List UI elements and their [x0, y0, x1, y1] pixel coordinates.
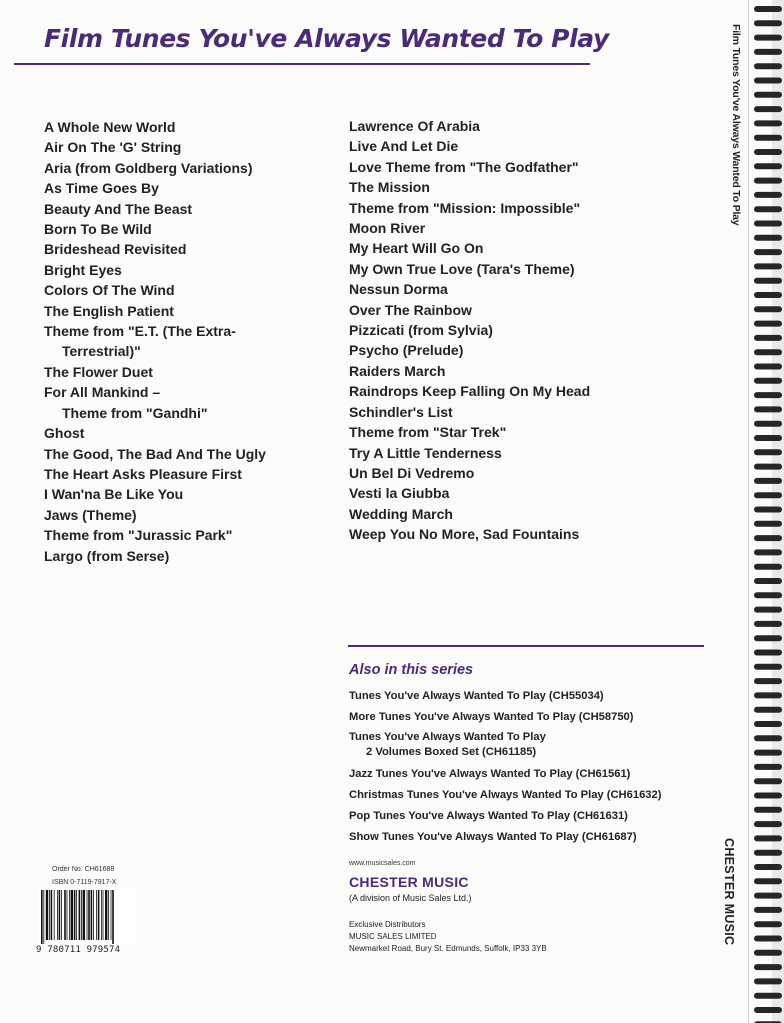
binding-ring — [754, 163, 782, 169]
barcode-bar — [46, 890, 48, 940]
binding-ring — [754, 221, 782, 227]
barcode-bar — [88, 890, 90, 940]
binding-ring — [754, 821, 782, 827]
binding-ring — [754, 106, 782, 112]
binding-ring — [754, 206, 782, 212]
publisher-name: CHESTER MUSIC — [349, 874, 469, 890]
binding-ring — [754, 292, 782, 298]
fold-line — [748, 0, 749, 1023]
series-item — [349, 728, 661, 764]
binding-ring — [754, 435, 782, 441]
binding-ring — [754, 149, 782, 155]
song-item: Colors Of The Wind — [44, 282, 175, 299]
binding-ring — [754, 20, 782, 26]
song-item: For All Mankind – — [44, 384, 161, 401]
binding-ring — [754, 492, 782, 498]
binding-ring — [754, 936, 782, 942]
series-item: Pop Tunes You've Always Wanted To Play (CH61631) — [349, 810, 628, 822]
song-item: Aria (from Goldberg Variations) — [44, 159, 253, 176]
binding-ring — [754, 993, 782, 999]
binding-ring — [754, 378, 782, 384]
barcode-number: 9 780711 979574 — [36, 945, 121, 955]
binding-ring — [754, 735, 782, 741]
series-heading: Also in this series — [349, 662, 474, 678]
song-item: Theme from "Jurassic Park" — [44, 527, 233, 544]
binding-ring — [754, 178, 782, 184]
binding-ring — [754, 835, 782, 841]
binding-ring — [754, 750, 782, 756]
song-item: Bright Eyes — [44, 261, 122, 278]
distributors-line: MUSIC SALES LIMITED — [349, 932, 437, 941]
binding-ring — [754, 78, 782, 84]
song-item: I Wan'na Be Like You — [44, 486, 184, 503]
binding-ring — [754, 678, 782, 684]
binding-ring — [754, 49, 782, 55]
barcode-bar — [43, 890, 44, 944]
binding-ring — [754, 907, 782, 913]
binding-ring — [754, 635, 782, 641]
barcode-bar — [71, 890, 73, 940]
binding-ring — [754, 507, 782, 513]
song-item-continuation: Terrestrial)" — [62, 343, 141, 360]
binding-ring — [754, 664, 782, 670]
song-item: Theme from "Star Trek" — [349, 424, 507, 441]
binding-ring — [754, 692, 782, 698]
binding-ring — [754, 893, 782, 899]
song-list-left — [44, 117, 266, 566]
binding-ring — [754, 650, 782, 656]
binding-ring — [754, 564, 782, 570]
barcode-bar — [93, 890, 94, 940]
binding-ring — [754, 721, 782, 727]
barcode-meta — [52, 863, 116, 889]
barcode-bar — [96, 890, 97, 940]
barcode-bar — [91, 890, 93, 940]
song-item: Love Theme from "The Godfather" — [349, 158, 579, 175]
barcode-bar — [112, 890, 114, 944]
barcode-bar — [51, 890, 53, 940]
spine-title: Film Tunes You've Always Wanted To Play — [730, 24, 742, 226]
barcode-bar — [108, 890, 109, 940]
barcode — [38, 888, 136, 944]
song-item: Jaws (Theme) — [44, 506, 137, 523]
binding-ring — [754, 578, 782, 584]
binding-ring — [754, 807, 782, 813]
song-item: Vesti la Giubba — [349, 485, 450, 502]
barcode-bar — [83, 890, 85, 940]
binding-ring — [754, 878, 782, 884]
song-item: Try A Little Tenderness — [349, 444, 502, 461]
binding-ring — [754, 192, 782, 198]
binding-ring — [754, 135, 782, 141]
song-item: A Whole New World — [44, 119, 176, 135]
barcode-bar — [87, 890, 88, 940]
series-item: Show Tunes You've Always Wanted To Play (CH61687) — [349, 831, 637, 843]
binding-ring — [754, 607, 782, 613]
isbn: ISBN 0-7119-7917-X — [52, 879, 117, 886]
song-item: Theme from "E.T. (The Extra- — [44, 323, 236, 340]
binding-ring — [754, 120, 782, 126]
binding-ring — [754, 421, 782, 427]
binding-ring — [754, 764, 782, 770]
distributors-line: Newmarket Road, Bury St. Edmunds, Suffolk, IP33 3YB — [349, 944, 547, 953]
binding-ring — [754, 321, 782, 327]
binding-ring — [754, 521, 782, 527]
title-underline — [14, 63, 590, 65]
song-item: My Heart Will Go On — [349, 240, 484, 257]
binding-ring — [754, 950, 782, 956]
binding-ring — [754, 349, 782, 355]
series-list — [349, 686, 661, 848]
barcode-bar — [67, 890, 68, 940]
spiral-binding — [752, 0, 784, 1023]
binding-ring — [754, 278, 782, 284]
barcode-bars — [38, 888, 136, 944]
series-item-subtitle: 2 Volumes Boxed Set (CH61185) — [366, 746, 537, 758]
song-item: Psycho (Prelude) — [349, 342, 464, 359]
song-item: Live And Let Die — [349, 138, 459, 155]
distributors-block — [349, 919, 547, 955]
barcode-bar — [81, 890, 82, 940]
song-item: The Mission — [349, 179, 430, 196]
binding-ring — [754, 549, 782, 555]
song-item: Un Bel Di Vedremo — [349, 464, 475, 481]
barcode-bar — [57, 890, 58, 940]
barcode-bar — [59, 890, 61, 940]
series-item: More Tunes You've Always Wanted To Play (CH58750) — [349, 711, 634, 723]
barcode-bar — [79, 890, 81, 940]
binding-ring — [754, 449, 782, 455]
binding-ring — [754, 235, 782, 241]
publisher-website: www.musicsales.com — [349, 860, 416, 867]
barcode-bar — [54, 890, 55, 940]
song-item: Moon River — [349, 220, 426, 237]
song-item: Over The Rainbow — [349, 301, 472, 318]
binding-ring — [754, 364, 782, 370]
song-item: My Own True Love (Tara's Theme) — [349, 260, 575, 277]
binding-ring — [754, 778, 782, 784]
barcode-bar — [69, 890, 70, 940]
song-item: As Time Goes By — [44, 180, 159, 197]
binding-ring — [754, 63, 782, 69]
song-item: The Good, The Bad And The Ugly — [44, 445, 266, 462]
binding-rings — [752, 0, 784, 1023]
binding-ring — [754, 6, 782, 12]
binding-ring — [754, 978, 782, 984]
barcode-bar — [98, 890, 100, 940]
binding-ring — [754, 263, 782, 269]
song-item-continuation: Theme from "Gandhi" — [62, 404, 208, 421]
binding-ring — [754, 335, 782, 341]
song-item: Air On The 'G' String — [44, 139, 182, 156]
series-item-title: Tunes You've Always Wanted To Play — [349, 731, 546, 743]
binding-ring — [754, 850, 782, 856]
barcode-bar — [64, 890, 66, 940]
page-title: Film Tunes You've Always Wanted To Play — [44, 24, 609, 53]
binding-ring — [754, 464, 782, 470]
binding-ring — [754, 921, 782, 927]
spine-brand: CHESTER MUSIC — [722, 838, 736, 946]
song-item: Schindler's List — [349, 403, 453, 420]
series-divider — [348, 645, 704, 647]
binding-ring — [754, 35, 782, 41]
binding-ring — [754, 621, 782, 627]
song-item: Nessun Dorma — [349, 281, 448, 298]
song-item: Brideshead Revisited — [44, 241, 187, 258]
binding-ring — [754, 478, 782, 484]
binding-ring — [754, 1007, 782, 1013]
binding-ring — [754, 592, 782, 598]
song-item: Lawrence Of Arabia — [349, 118, 480, 134]
publisher-division: (A division of Music Sales Ltd.) — [349, 893, 472, 903]
song-item: Raindrops Keep Falling On My Head — [349, 383, 591, 400]
song-item: Ghost — [44, 425, 85, 442]
spine-brand-block — [722, 838, 744, 963]
barcode-bar — [41, 890, 43, 944]
binding-ring — [754, 249, 782, 255]
barcode-bar — [61, 890, 62, 940]
barcode-bar — [49, 890, 50, 940]
song-item: Pizzicati (from Sylvia) — [349, 322, 493, 339]
binding-ring — [754, 964, 782, 970]
song-item: Weep You No More, Sad Fountains — [349, 526, 580, 543]
barcode-bar — [101, 890, 102, 940]
binding-ring — [754, 535, 782, 541]
series-item: Tunes You've Always Wanted To Play (CH55034) — [349, 690, 604, 702]
binding-ring — [754, 392, 782, 398]
distributors-line: Exclusive Distributors — [349, 920, 426, 929]
song-item: Theme from "Mission: Impossible" — [349, 199, 581, 216]
binding-ring — [754, 306, 782, 312]
series-item: Jazz Tunes You've Always Wanted To Play (CH61561) — [349, 768, 631, 780]
song-item: Raiders March — [349, 362, 446, 379]
barcode-bar — [76, 890, 77, 940]
binding-ring — [754, 864, 782, 870]
binding-ring — [754, 406, 782, 412]
binding-ring — [754, 793, 782, 799]
binding-ring — [754, 92, 782, 98]
song-item: Beauty And The Beast — [44, 200, 193, 217]
song-item: Wedding March — [349, 505, 453, 522]
song-item: The Heart Asks Pleasure First — [44, 465, 242, 482]
song-item: The Flower Duet — [44, 363, 153, 380]
order-number: Order No. CH61688 — [52, 866, 115, 873]
barcode-bar — [103, 890, 104, 940]
song-item: Largo (from Serse) — [44, 547, 170, 564]
barcode-bar — [105, 890, 107, 940]
song-item: The English Patient — [44, 302, 174, 319]
series-item: Christmas Tunes You've Always Wanted To Play (CH61632) — [349, 789, 662, 801]
spine-title-block — [730, 24, 750, 264]
song-item: Born To Be Wild — [44, 221, 152, 238]
binding-ring — [754, 707, 782, 713]
barcode-bar — [74, 890, 76, 940]
barcode-bar — [111, 890, 112, 940]
song-list-right — [349, 116, 590, 545]
